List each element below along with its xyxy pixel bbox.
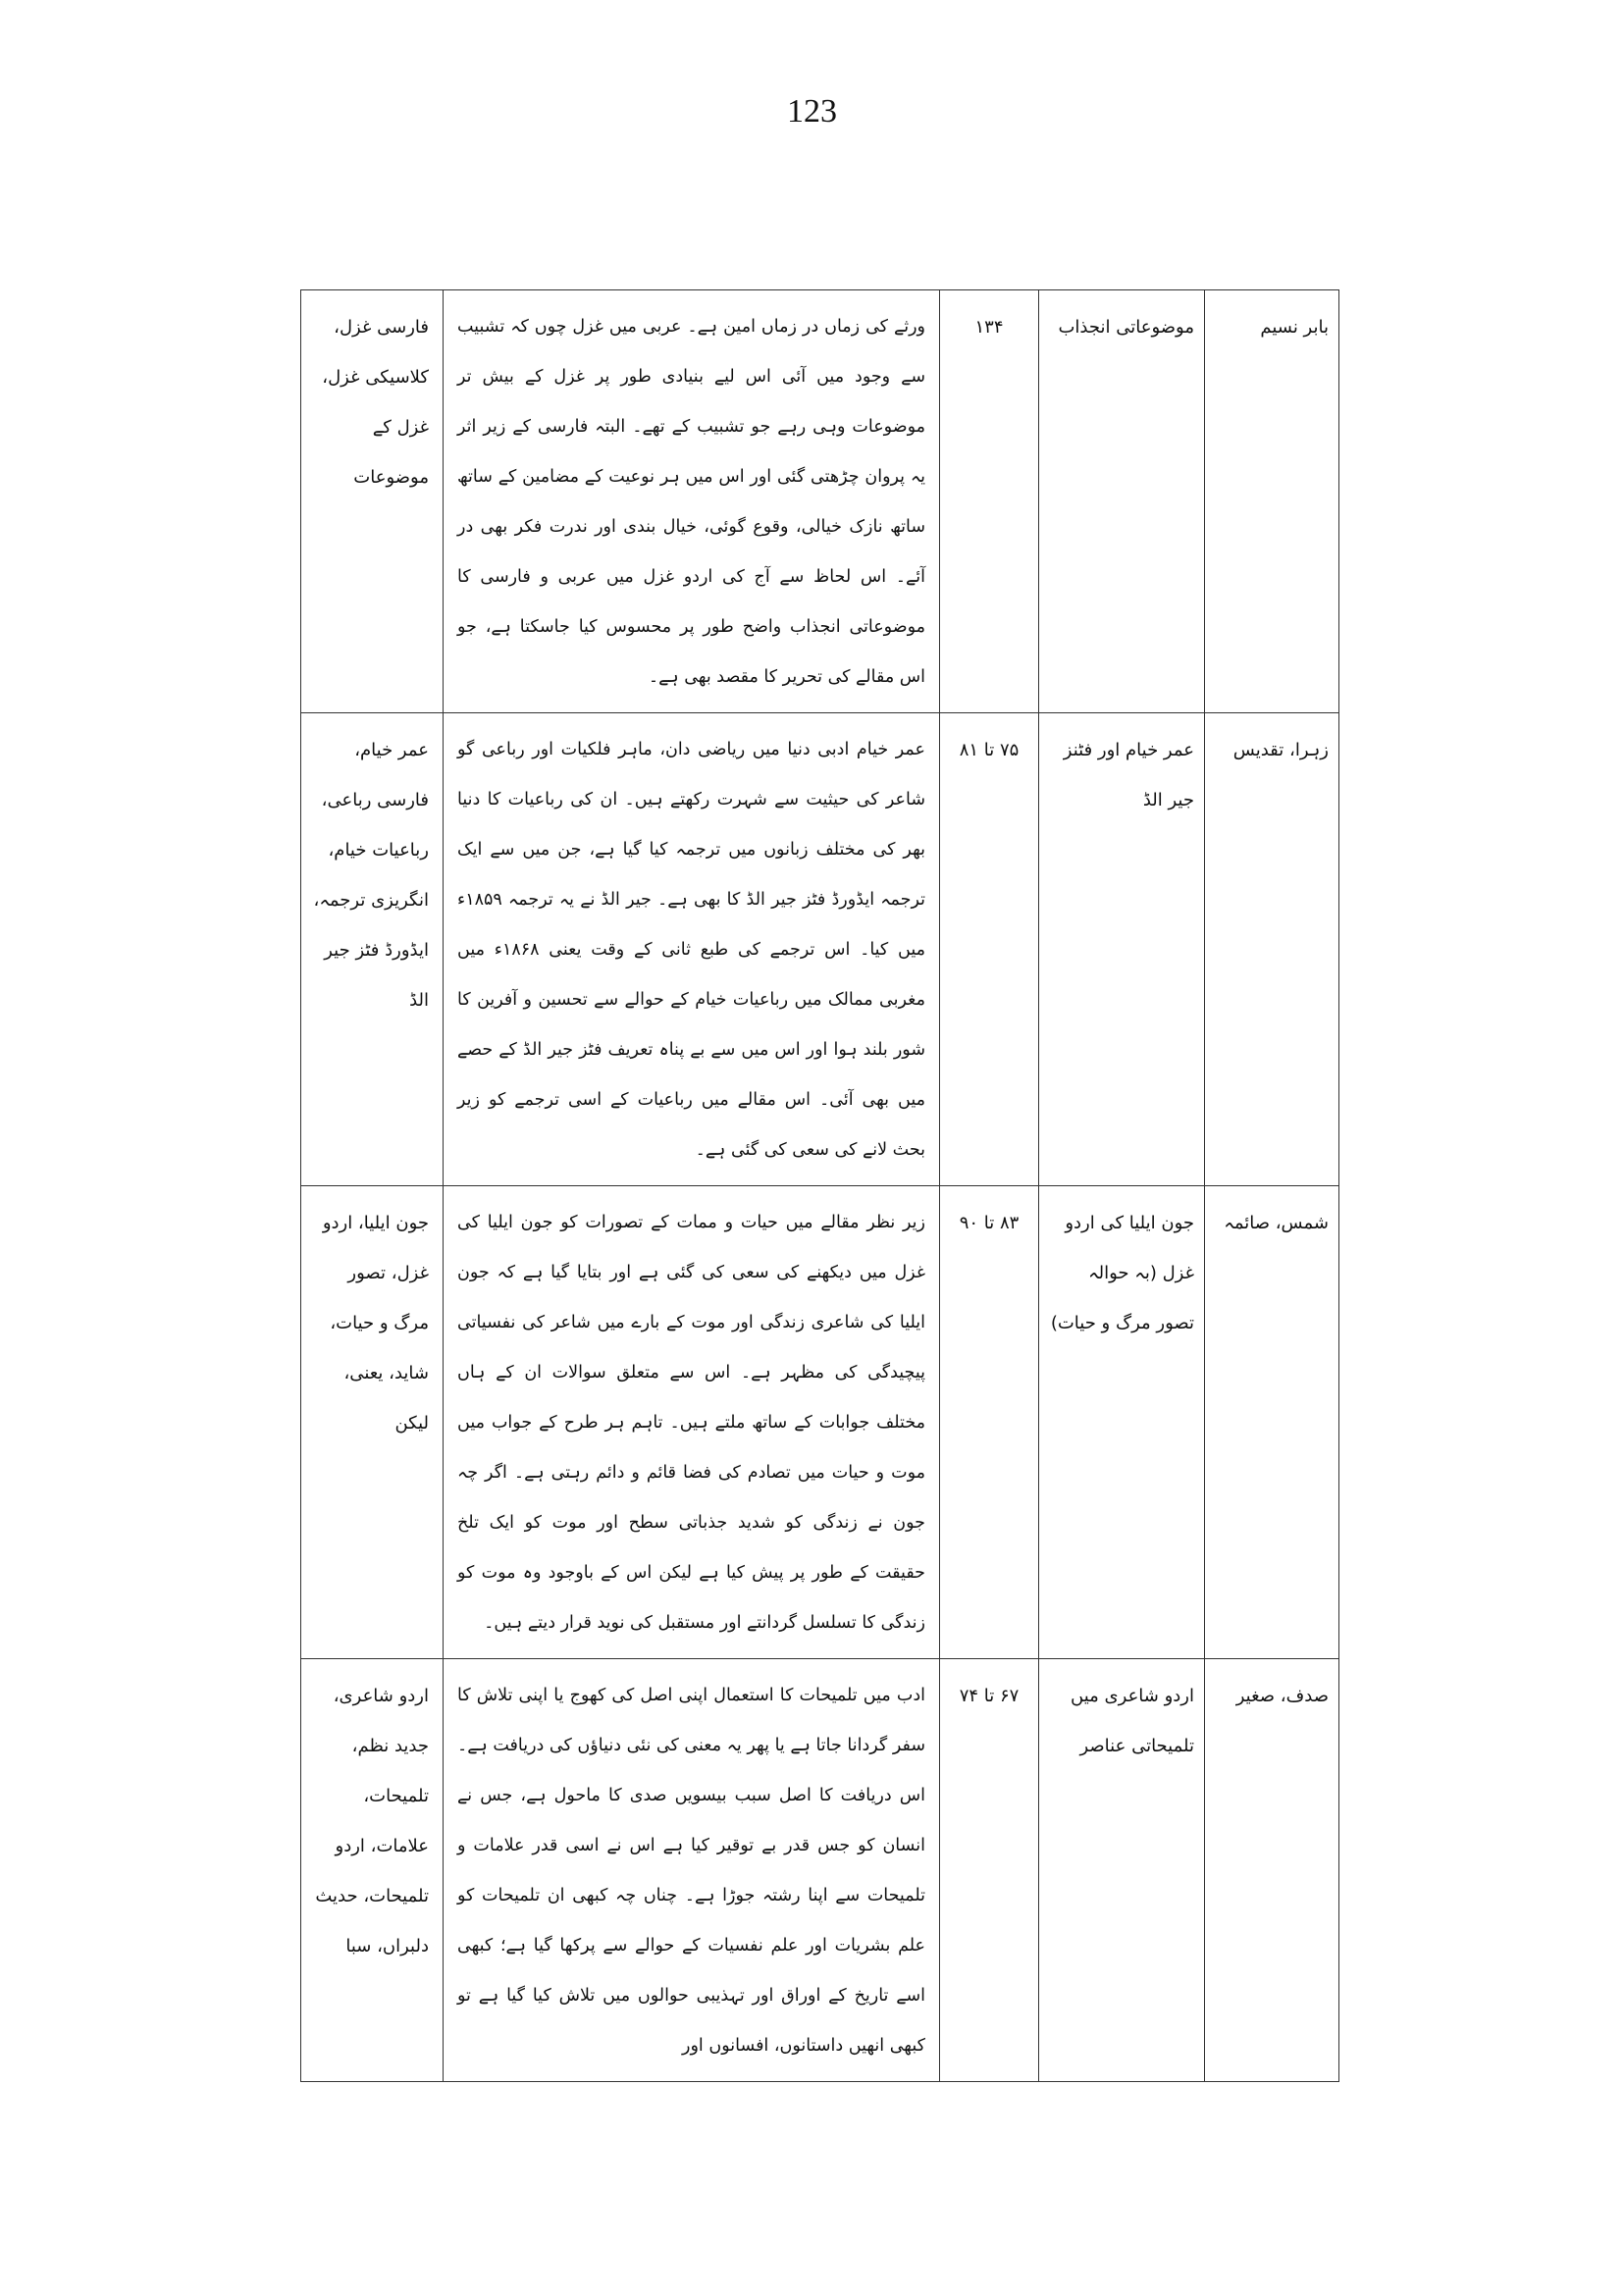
table-row: [301, 290, 1339, 713]
keywords-cell: جون ایلیا، اردو غزل، تصور مرگ و حیات، شاید، یعنی، لیکن: [301, 1186, 444, 1659]
pages-cell: ۸۳ تا ۹۰: [940, 1186, 1039, 1659]
title-cell: جون ایلیا کی اردو غزل (بہ حوالہ تصور مرگ و حیات): [1039, 1186, 1205, 1659]
abstract-cell: ادب میں تلمیحات کا استعمال اپنی اصل کی کھوج یا اپنی تلاش کا سفر گردانا جاتا ہے یا پھر یہ معنی کی نئی دنیاؤں کی دریافت ہے۔ اس دریافت کا اصل سبب بیسویں صدی کا ماحول ہے، جس نے انسان کو جس قدر بے توقیر کیا ہے اس نے اسی قدر علامات و تلمیحات سے اپنا رشتہ جوڑا ہے۔ چناں چہ کبھی ان تلمیحات کو علم بشریات اور علم نفسیات کے حوالے سے پرکھا گیا ہے؛ کبھی اسے تاریخ کے اوراق اور تہذیبی حوالوں میں تلاش کیا گیا ہے تو کبھی انھیں داستانوں، افسانوں اور: [444, 1659, 940, 2082]
pages-cell: ۱۳۴: [940, 290, 1039, 713]
title-cell: اردو شاعری میں تلمیحاتی عناصر: [1039, 1659, 1205, 2082]
article-index-table: [300, 289, 1339, 2082]
table-row: [301, 1186, 1339, 1659]
author-cell: شمس، صائمہ: [1205, 1186, 1339, 1659]
page-number: 123: [787, 93, 837, 130]
pages-cell: ۷۵ تا ۸۱: [940, 713, 1039, 1186]
keywords-cell: عمر خیام، فارسی رباعی، رباعیات خیام، انگریزی ترجمہ، ایڈورڈ فٹز جیر الڈ: [301, 713, 444, 1186]
pages-cell: ۶۷ تا ۷۴: [940, 1659, 1039, 2082]
author-cell: صدف، صغیر: [1205, 1659, 1339, 2082]
abstract-cell: زیر نظر مقالے میں حیات و ممات کے تصورات کو جون ایلیا کی غزل میں دیکھنے کی سعی کی گئی ہے اور بتایا گیا ہے کہ جون ایلیا کی شاعری زندگی اور موت کے بارے میں شاعر کی نفسیاتی پیچیدگی کی مظہر ہے۔ اس سے متعلق سوالات ان کے ہاں مختلف جوابات کے ساتھ ملتے ہیں۔ تاہم ہر طرح کے جواب میں موت و حیات میں تصادم کی فضا قائم و دائم رہتی ہے۔ اگر چہ جون نے زندگی کو شدید جذباتی سطح اور موت کو ایک تلخ حقیقت کے طور پر پیش کیا ہے لیکن اس کے باوجود وہ موت کو زندگی کا تسلسل گردانتے اور مستقبل کی نوید قرار دیتے ہیں۔: [444, 1186, 940, 1659]
abstract-cell: ورثے کی زماں در زماں امین ہے۔ عربی میں غزل چوں کہ تشبیب سے وجود میں آئی اس لیے بنیادی طور پر غزل کے بیش تر موضوعات وہی رہے جو تشبیب کے تھے۔ البتہ فارسی کے زیر اثر یہ پروان چڑھتی گئی اور اس میں ہر نوعیت کے مضامین کے ساتھ ساتھ نازک خیالی، وقوع گوئی، خیال بندی اور ندرت فکر بھی در آئے۔ اس لحاظ سے آج کی اردو غزل میں عربی و فارسی کا موضوعاتی انجذاب واضح طور پر محسوس کیا جاسکتا ہے، جو اس مقالے کی تحریر کا مقصد بھی ہے۔: [444, 290, 940, 713]
table-row: [301, 713, 1339, 1186]
title-cell: موضوعاتی انجذاب: [1039, 290, 1205, 713]
author-cell: بابر نسیم: [1205, 290, 1339, 713]
author-cell: زہرا، تقدیس: [1205, 713, 1339, 1186]
keywords-cell: اردو شاعری، جدید نظم، تلمیحات، علامات، اردو تلمیحات، حدیث دلبراں، سبا: [301, 1659, 444, 2082]
keywords-cell: فارسی غزل، کلاسیکی غزل، غزل کے موضوعات: [301, 290, 444, 713]
abstract-cell: عمر خیام ادبی دنیا میں ریاضی دان، ماہر فلکیات اور رباعی گو شاعر کی حیثیت سے شہرت رکھتے ہیں۔ ان کی رباعیات کا دنیا بھر کی مختلف زبانوں میں ترجمہ کیا گیا ہے، جن میں سے ایک ترجمہ ایڈورڈ فٹز جیر الڈ کا بھی ہے۔ جیر الڈ نے یہ ترجمہ ۱۸۵۹ء میں کیا۔ اس ترجمے کی طبع ثانی کے وقت یعنی ۱۸۶۸ء میں مغربی ممالک میں رباعیات خیام کے حوالے سے تحسین و آفرین کا شور بلند ہوا اور اس میں سے بے پناہ تعریف فٹز جیر الڈ کے حصے میں بھی آئی۔ اس مقالے میں رباعیات کے اسی ترجمے کو زیر بحث لانے کی سعی کی گئی ہے۔: [444, 713, 940, 1186]
title-cell: عمر خیام اور فٹنز جیر الڈ: [1039, 713, 1205, 1186]
table-row: [301, 1659, 1339, 2082]
